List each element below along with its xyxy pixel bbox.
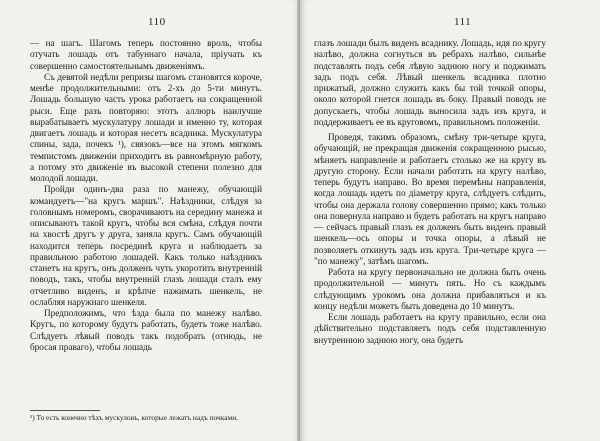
page-number: 111 <box>454 16 472 28</box>
paragraph: Проведя, такимъ образомъ, смѣну три-четыре круга, обучающій, не прекращая движенія сокращенною рысью, мѣняетъ направленіе и работаетъ столько же на кругу въ другую сторону. Если начали работать на кругу налѣво, теперь будутъ направо. Во время перемѣны направленія, когда лошадь идетъ по діаметру круга, слѣдуетъ слѣдить, чтобы она держала голову совершенно прямо; какъ только она повернула направо и будетъ работать на кругъ направо — сейчасъ правый глазъ ея долженъ быть виденъ правый шенкель—ось опоры и точка опоры, а лѣвый не позволяетъ откинуть задъ изъ круга. Три-четыре круга — "по манежу", затѣмъ шагомъ. <box>314 132 546 266</box>
page-number: 110 <box>148 16 166 28</box>
paragraph: — на шагъ. Шагомъ теперь постоянно вроль, чтобы отучать лошадь отъ табуннаго начала, пріучать къ совершенно самостоятельнымъ движеніямъ. <box>30 38 262 71</box>
paragraph: Если лошадь работаетъ на кругу правильно, если она дѣйствительно подставляетъ подъ себя подставленную внутреннюю заднюю ногу, она будетъ <box>314 312 546 345</box>
paragraph: Пройди одинъ-два раза по манежу, обучающій командуетъ—"на кругъ маршъ". Наѣздники, слѣдуя за головнымъ номеромъ, сворачиваютъ на середину манежа и описываютъ такой кругъ, чтобы вся смѣна, слѣдуя почти на хвостѣ другъ у друга, заняла кругъ. Самъ обучающій находится теперь посрединѣ круга и наблюдаетъ за правильною работою лошадей. Какъ только наѣздникъ станетъ на кругъ, онъ долженъ чуть укоротить внутренній поводъ, такъ, чтобы внутренній глазъ лошади сталъ ему отчетливо виденъ, и крѣпче нажимать шенкель, не ослабляя наружнаго шенкеля. <box>30 184 262 307</box>
paragraph: глазъ лошади былъ виденъ всаднику. Лошадь, идя по кругу налѣво, должна согнуться въ ребрахъ налѣво, сильнѣе подставлять подъ себя лѣвую заднюю ногу и поджимать задъ подъ себя. Лѣвый шенкель всадника плотно прижатый, должно служить какъ бы той точкой опоры, около которой гнется лошадь въ боку. Правый поводъ не допускаетъ, чтобы лошадь выносила задъ изъ круга, и поддерживаетъ ее въ круговомъ, правильномъ положеніи. <box>314 38 546 127</box>
paragraph: Съ девятой недѣли репризы шагомъ становятся короче, менѣе продолжительными: отъ 2-хъ до 5-ти минутъ. Лошадь большую часть урока работаетъ на сокращенной рыси. Еще разъ повторяю: этотъ аллюръ наилучше вырабатываетъ мускулатуру лошади и именно ту, которая двигаетъ лошадь и которая несетъ всадника. Мускулатура спины, зада, почекъ ¹), связокъ—все на этомъ мягкомъ темпистомъ движеніи приходитъ въ равномѣрную работу, а потому это движеніе въ высокой степени полезно для молодой лошади. <box>30 71 262 183</box>
paragraph: Работа на кругу первоначально не должна быть очень продолжительной — минутъ пять. Но съ каждымъ слѣдующимъ урокомъ она должна прибавляться и къ концу недѣли можетъ быть доведена до 10 минутъ. <box>314 267 546 311</box>
footnote-rule <box>30 410 100 411</box>
left-page-body <box>30 38 262 353</box>
footnote: ¹) То есть конечно тѣхъ мускуловъ, которые лежатъ надъ почками. <box>30 413 239 422</box>
paragraph: Предположимъ, что ѣзда была по манежу налѣво. Кругъ, по которому будутъ работать, будетъ тоже налѣво. Слѣдуетъ лѣвый поводъ такъ подобрать (отнюдь, не бросая праваго), чтобы лошадь <box>30 308 262 352</box>
right-page-body <box>314 38 546 346</box>
